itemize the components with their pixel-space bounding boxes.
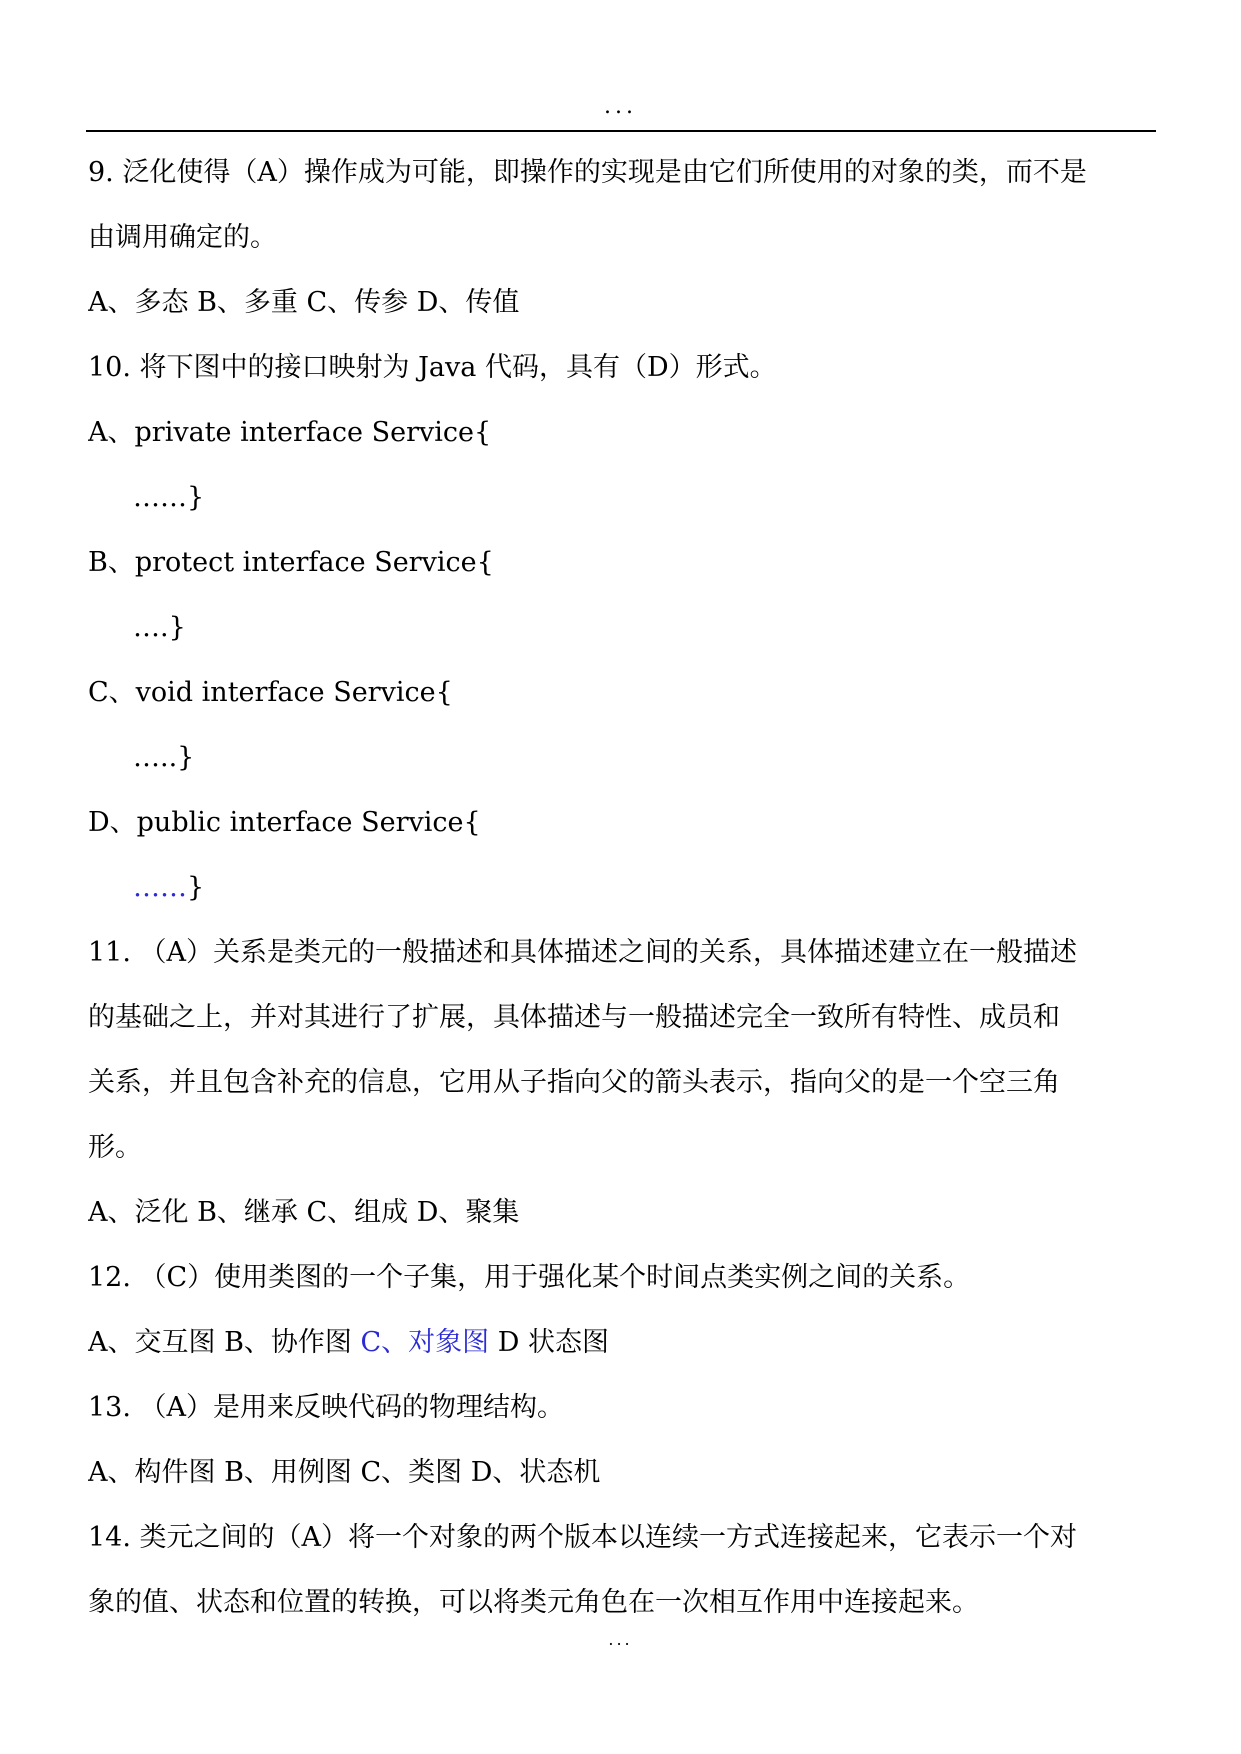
q12-options-part-3: D 状态图 (489, 1327, 609, 1358)
question-11-options: A、泛化 B、继承 C、组成 D、聚集 (88, 1197, 520, 1228)
question-11-line-1: 11. （A）关系是类元的一般描述和具体描述之间的关系，具体描述建立在一般描述 (88, 937, 1078, 968)
question-10-option-a-body: ……} (133, 482, 205, 513)
question-10-option-c-body: …..} (133, 742, 195, 773)
question-11-line-3: 关系，并且包含补充的信息，它用从子指向父的箭头表示，指向父的是一个空三角 (88, 1067, 1060, 1098)
question-10-option-b: B、protect interface Service{ (88, 547, 494, 578)
option-d-body-dots: …… (133, 872, 187, 903)
document-body (88, 140, 1158, 1635)
question-12-stem: 12. （C）使用类图的一个子集，用于强化某个时间点类实例之间的关系。 (88, 1262, 971, 1293)
question-10-option-d-body (88, 855, 1158, 920)
question-9-line-1: 9. 泛化使得（A）操作成为可能，即操作的实现是由它们所使用的对象的类，而不是 (88, 157, 1087, 188)
question-9-options: A、多态 B、多重 C、传参 D、传值 (88, 287, 520, 318)
question-14-line-1: 14. 类元之间的（A）将一个对象的两个版本以连续一方式连接起来，它表示一个对 (88, 1522, 1078, 1553)
question-9-line-2: 由调用确定的。 (88, 222, 277, 253)
question-10-option-a: A、private interface Service{ (88, 417, 492, 448)
question-11-line-4: 形。 (88, 1132, 142, 1163)
question-13-options: A、构件图 B、用例图 C、类图 D、状态机 (88, 1457, 601, 1488)
page-footer-ellipsis: ... (608, 1630, 633, 1649)
question-11-line-2: 的基础之上，并对其进行了扩展，具体描述与一般描述完全一致所有特性、成员和 (88, 1002, 1060, 1033)
option-d-body-brace: } (187, 872, 205, 903)
q12-options-part-1: A、交互图 B、协作图 (88, 1327, 361, 1358)
header-divider (86, 130, 1156, 132)
question-10-option-b-body: ….} (133, 612, 186, 643)
question-12-options (88, 1310, 1158, 1375)
question-14-line-2: 象的值、状态和位置的转换，可以将类元角色在一次相互作用中连接起来。 (88, 1587, 979, 1618)
question-10-option-c: C、void interface Service{ (88, 677, 453, 708)
page-header-ellipsis: ... (604, 94, 637, 119)
question-13-stem: 13. （A）是用来反映代码的物理结构。 (88, 1392, 565, 1423)
q12-options-highlighted: C、对象图 (360, 1327, 490, 1358)
question-10-option-d: D、public interface Service{ (88, 807, 481, 838)
question-10-stem: 10. 将下图中的接口映射为 Java 代码，具有（D）形式。 (88, 352, 777, 383)
